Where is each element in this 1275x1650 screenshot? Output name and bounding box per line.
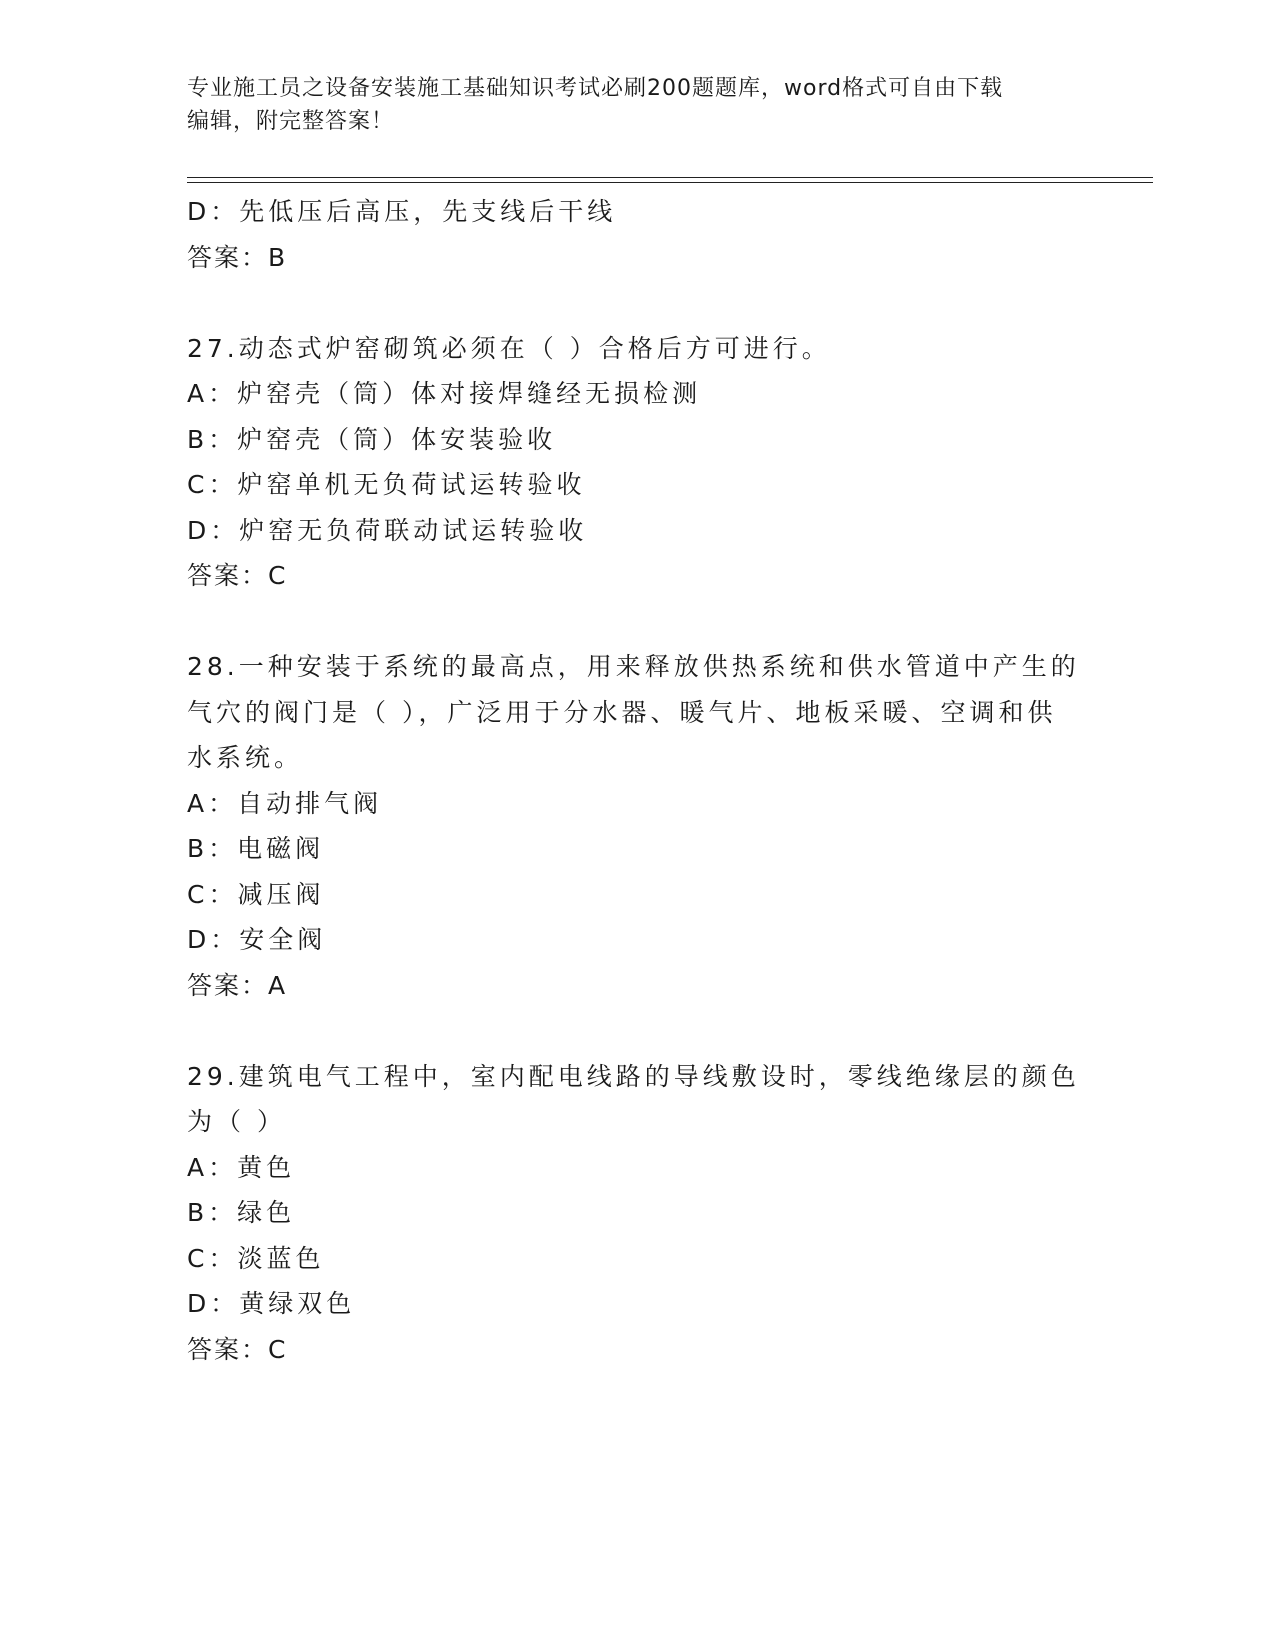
question-29 — [187, 1054, 1087, 1373]
header-title-line-1: 专业施工员之设备安装施工基础知识考试必刷200题题库，word格式可自由下载 — [187, 76, 1004, 101]
question-list — [187, 189, 1087, 1372]
question-28-text-line-2: 气穴的阀门是（ ），广泛用于分水器、暖气片、地板采暖、空调和供 — [187, 697, 1057, 727]
header-divider-top — [187, 177, 1153, 178]
question-27-text: 27.动态式炉窑砌筑必须在（ ）合格后方可进行。 — [187, 333, 831, 363]
question-27-option-d: D：炉窑无负荷联动试运转验收 — [187, 515, 588, 545]
question-29-option-c: C：淡蓝色 — [187, 1243, 325, 1273]
question-27-answer: 答案：C — [187, 561, 288, 590]
question-28-answer: 答案：A — [187, 970, 288, 1000]
question-28-text-line-3: 水系统。 — [187, 743, 304, 772]
question-28-option-a: A：自动排气阀 — [187, 788, 383, 818]
question-28-option-b: B：电磁阀 — [187, 834, 325, 863]
spacer — [187, 1008, 1087, 1054]
question-29-option-a: A：黄色 — [187, 1152, 296, 1182]
question-28-text-line-1: 28.一种安装于系统的最高点，用来释放供热系统和供水管道中产生的 — [187, 652, 1080, 681]
question-29-answer: 答案：C — [187, 1334, 288, 1364]
question-27-option-c: C：炉窑单机无负荷试运转验收 — [187, 470, 586, 499]
header-title-line-2: 编辑，附完整答案！ — [187, 109, 395, 134]
prev-option-d: D：先低压后高压，先支线后干线 — [187, 197, 617, 226]
question-28-option-d: D：安全阀 — [187, 925, 327, 954]
question-28-option-c: C：减压阀 — [187, 879, 325, 909]
spacer — [187, 280, 1087, 326]
spacer — [187, 599, 1087, 645]
question-29-text-line-2: 为（ ） — [187, 1107, 286, 1136]
question-29-text-line-1: 29.建筑电气工程中，室内配电线路的导线敷设时，零线绝缘层的颜色 — [187, 1061, 1080, 1091]
question-27-option-b: B：炉窑壳（筒）体安装验收 — [187, 424, 557, 454]
prev-answer: 答案：B — [187, 242, 288, 272]
question-27 — [187, 326, 1087, 599]
question-28 — [187, 644, 1087, 1008]
question-27-option-a: A：炉窑壳（筒）体对接焊缝经无损检测 — [187, 379, 702, 408]
header-divider-bottom — [187, 182, 1153, 183]
question-29-option-d: D：黄绿双色 — [187, 1289, 356, 1318]
document-header — [187, 72, 1087, 138]
question-29-option-b: B：绿色 — [187, 1198, 296, 1227]
